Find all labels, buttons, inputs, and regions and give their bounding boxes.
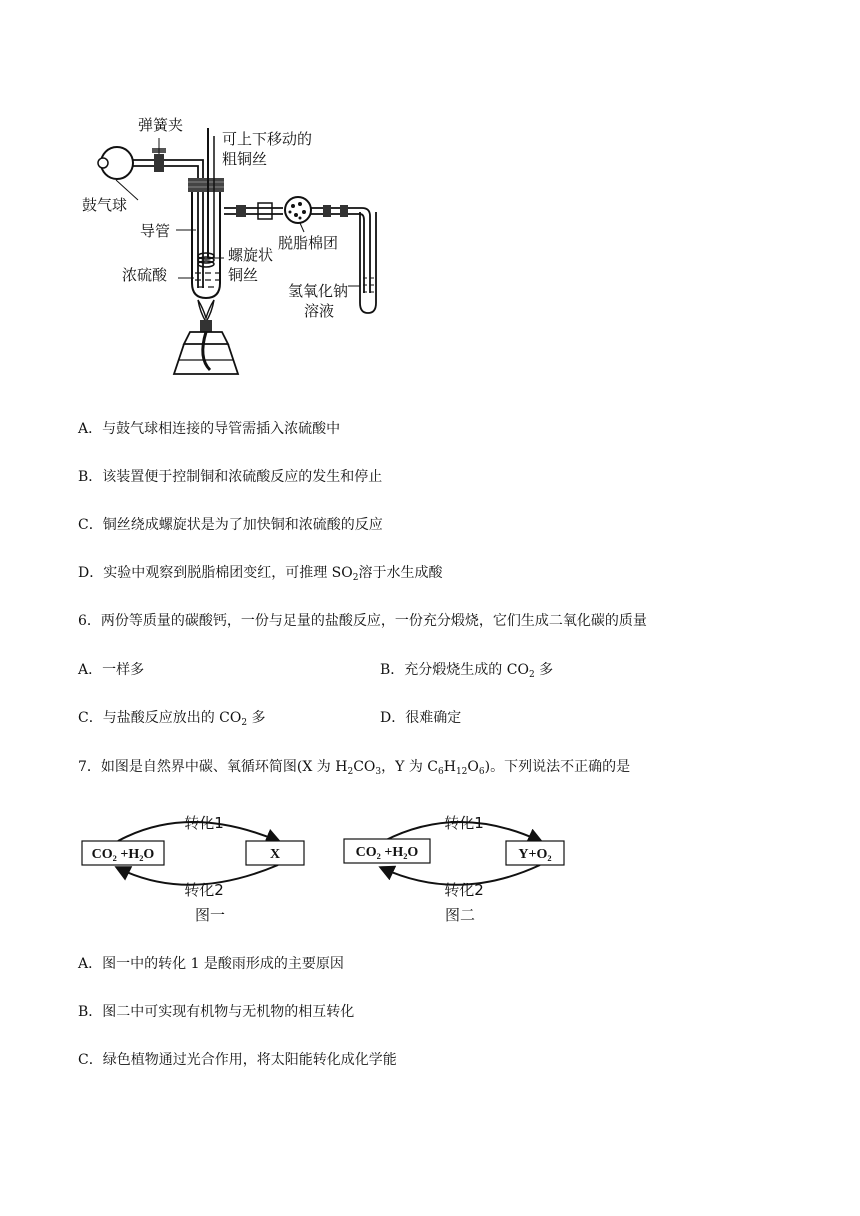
option-letter: B．	[78, 469, 103, 485]
cycle-diagram-1	[78, 808, 318, 928]
label-cotton: 脱脂棉团	[278, 234, 339, 252]
q6-option-c	[78, 708, 266, 733]
label-spiral-2: 铜丝	[228, 266, 259, 284]
label-bottom: 转化2	[444, 881, 484, 899]
label-top: 转化1	[444, 814, 484, 832]
option-text: 溶于水生成酸	[358, 565, 443, 581]
stem-text: O	[467, 759, 479, 775]
label-tube: 导管	[140, 222, 171, 240]
q7-option-c	[78, 1050, 397, 1070]
box-left: CO₂ +H₂O	[91, 847, 155, 862]
subscript: 2	[352, 573, 359, 583]
label-bulb: 鼓气球	[82, 196, 128, 214]
cotton-icon	[285, 197, 311, 223]
q7-option-a	[78, 954, 344, 974]
subscript: 3	[375, 767, 382, 777]
q6-stem: 6．两份等质量的碳酸钙，一份与足量的盐酸反应，一份充分煅烧，它们生成二氧化碳的质量	[78, 613, 647, 629]
option-letter: B．	[78, 1004, 103, 1020]
option-letter: B．	[380, 662, 405, 678]
option-letter: A．	[78, 662, 103, 678]
option-letter: D．	[380, 710, 406, 726]
label-spiral-1: 螺旋状	[228, 246, 274, 264]
q6-option-a	[78, 660, 144, 680]
stem-text: H	[443, 759, 456, 775]
q5-option-b	[78, 467, 382, 487]
caption: 图二	[444, 906, 476, 924]
option-text: 一样多	[102, 662, 145, 678]
caption: 图一	[194, 906, 226, 924]
spiral-copper-icon	[198, 253, 214, 267]
cycle-diagram-2	[340, 808, 580, 928]
q6-option-d	[380, 708, 461, 728]
stem-text: ，Y 为 C	[381, 759, 438, 775]
option-letter: C．	[78, 710, 103, 726]
label-movable-wire-1: 可上下移动的	[222, 130, 313, 148]
apparatus-figure	[78, 108, 398, 398]
option-letter: A．	[78, 421, 103, 437]
subscript: 6	[437, 767, 444, 777]
option-text: 多	[534, 662, 554, 678]
option-text: 实验中观察到脱脂棉团变红，可推理 SO	[103, 565, 353, 581]
bulb-icon	[98, 147, 133, 179]
q5-option-c	[78, 515, 383, 535]
label-naoh-2: 溶液	[304, 302, 335, 320]
stem-text: CO	[353, 759, 376, 775]
option-text: 图一中的转化 1 是酸雨形成的主要原因	[102, 956, 344, 972]
box-right: X	[269, 847, 281, 862]
option-text: 与鼓气球相连接的导管需插入浓硫酸中	[102, 421, 341, 437]
option-text: 铜丝绕成螺旋状是为了加快铜和浓硫酸的反应	[102, 517, 383, 533]
q7-option-b	[78, 1002, 354, 1022]
option-text: 图二中可实现有机物与无机物的相互转化	[102, 1004, 355, 1020]
option-text: 该装置便于控制铜和浓硫酸反应的发生和停止	[102, 469, 383, 485]
q5-option-a	[78, 419, 340, 439]
option-text: 多	[247, 710, 266, 726]
label-movable-wire-2: 粗铜丝	[222, 150, 268, 168]
box-left: CO₂ +H₂O	[355, 845, 419, 860]
option-letter: C．	[78, 1052, 103, 1068]
subscript: 6	[478, 767, 485, 777]
q7-stem	[78, 757, 630, 782]
stem-text: 7．如图是自然界中碳、氧循环简图(X 为 H	[78, 759, 348, 775]
subscript: 2	[241, 718, 248, 728]
option-letter: C．	[78, 517, 103, 533]
alcohol-lamp-icon	[174, 300, 238, 374]
box-right: Y+O₂	[518, 847, 552, 862]
option-text: 很难确定	[405, 710, 462, 726]
label-naoh-1: 氢氧化钠	[288, 282, 349, 300]
stem-text: )。下列说法不正确的是	[484, 759, 631, 775]
option-letter: A．	[78, 956, 103, 972]
label-top: 转化1	[184, 814, 224, 832]
label-acid: 浓硫酸	[122, 266, 168, 284]
option-text: 绿色植物通过光合作用，将太阳能转化成化学能	[102, 1052, 397, 1068]
subscript: 2	[528, 670, 535, 680]
label-bottom: 转化2	[184, 881, 224, 899]
subscript: 12	[455, 767, 468, 777]
label-clip: 弹簧夹	[138, 116, 184, 134]
option-text: 与盐酸反应放出的 CO	[102, 710, 242, 726]
q5-option-d	[78, 563, 443, 588]
option-text: 充分煅烧生成的 CO	[404, 662, 529, 678]
subscript: 2	[347, 767, 354, 777]
option-letter: D．	[78, 565, 104, 581]
q6-option-b	[380, 660, 553, 685]
